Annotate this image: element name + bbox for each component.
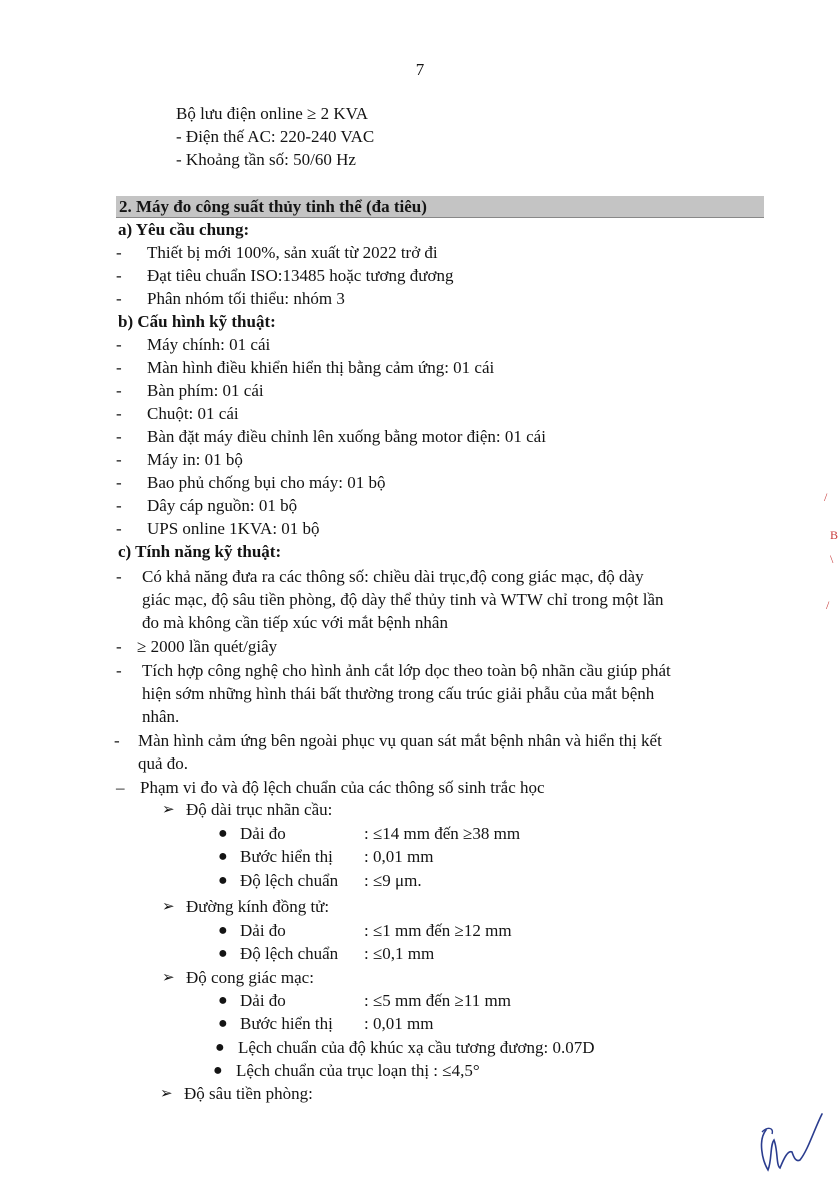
dash: - [116,473,122,492]
dash: - [116,450,122,469]
list-item: Bàn phím: 01 cái [147,381,264,400]
paragraph-line: quả đo. [138,754,189,773]
heading-a: a) Yêu cầu chung: [118,220,250,239]
list-item: Chuột: 01 cái [147,404,239,423]
stamp-mark-icon: \ [830,552,834,566]
stamp-mark-icon: / [826,598,830,612]
paragraph-line: Có khả năng đưa ra các thông số: chiều dài trục,độ cong giác mạc, độ dày [142,567,644,586]
section-title: 2. Máy đo công suất thủy tinh thể (đa tiêu) [116,196,764,218]
dash: - [116,381,122,400]
paragraph-line: ≥ 2000 lần quét/giây [137,637,278,656]
group-title: Độ cong giác mạc: [186,968,314,987]
row-label: Bước hiển thị [240,1014,333,1033]
bullet-icon: ● [218,872,228,889]
intro-line: - Khoảng tần số: 50/60 Hz [176,150,356,169]
row-value: : ≤14 mm đến ≥38 mm [364,824,521,843]
dash: - [116,637,122,656]
arrow-bullet-icon: ➢ [160,1086,173,1102]
row-value: : ≤5 mm đến ≥11 mm [364,991,511,1010]
dash: - [116,496,122,515]
list-item: Bàn đặt máy điều chỉnh lên xuống bằng motor điện: 01 cái [147,427,546,446]
list-item: UPS online 1KVA: 01 bộ [147,519,320,538]
row-label: Dải đo [240,921,286,940]
bullet-icon: ● [218,848,228,865]
row-value: : ≤1 mm đến ≥12 mm [364,921,512,940]
arrow-bullet-icon: ➢ [162,970,175,986]
group-title: Độ sâu tiền phòng: [184,1084,313,1103]
list-item: Dây cáp nguồn: 01 bộ [147,496,298,515]
dash: - [116,519,122,538]
dash: - [116,266,122,285]
group-title: Độ dài trục nhãn cầu: [186,800,333,819]
paragraph-line: đo mà không cần tiếp xúc với mắt bệnh nhân [142,613,448,632]
dash: - [116,335,122,354]
dash: - [116,661,122,680]
intro-line: Bộ lưu điện online ≥ 2 KVA [176,104,369,123]
dash: - [114,731,120,750]
bullet-icon: ● [213,1062,223,1079]
group-title: Đường kính đồng tử: [186,897,330,916]
list-item: Thiết bị mới 100%, sản xuất từ 2022 trở đi [147,243,438,262]
row-label: Bước hiển thị [240,847,333,866]
paragraph-line: Màn hình cảm ứng bên ngoài phục vụ quan sát mắt bệnh nhân và hiển thị kết [138,731,662,750]
list-item: Bao phủ chống bụi cho máy: 01 bộ [147,473,386,492]
row-label: Lệch chuẩn của độ khúc xạ cầu tương đương: 0.07D [238,1038,595,1057]
dash: – [116,778,125,797]
heading-c: c) Tính năng kỹ thuật: [118,542,282,561]
signature-icon [748,1100,828,1180]
intro-line: - Điện thế AC: 220-240 VAC [176,127,375,146]
list-item: Màn hình điều khiển hiển thị bằng cảm ứng: 01 cái [147,358,495,377]
heading-b: b) Cấu hình kỹ thuật: [118,312,276,331]
arrow-bullet-icon: ➢ [162,899,175,915]
bullet-icon: ● [218,1015,228,1032]
bullet-icon: ● [218,825,228,842]
row-label: Độ lệch chuẩn [240,944,339,963]
paragraph-line: Tích hợp công nghệ cho hình ảnh cắt lớp dọc theo toàn bộ nhãn cầu giúp phát [142,661,671,680]
dash: - [116,289,122,308]
dash: - [116,427,122,446]
row-label: Độ lệch chuẩn [240,871,339,890]
bullet-icon: ● [218,922,228,939]
row-label: Dải đo [240,991,286,1010]
row-value: : ≤9 μm. [364,871,422,890]
row-value: : ≤0,1 mm [364,944,435,963]
dash: - [116,567,122,586]
bullet-icon: ● [218,945,228,962]
bullet-icon: ● [218,992,228,1009]
list-item: Đạt tiêu chuẩn ISO:13485 hoặc tương đương [147,266,454,285]
bullet-icon: ● [215,1039,225,1056]
paragraph-line: giác mạc, độ sâu tiền phòng, độ dày thể thủy tinh và WTW chỉ trong một lần [142,590,664,609]
stamp-mark-icon: B [830,528,839,542]
row-label: Lệch chuẩn của trục loạn thị : ≤4,5° [236,1061,480,1080]
page-number: 7 [415,60,425,79]
dash: - [116,243,122,262]
arrow-bullet-icon: ➢ [162,802,175,818]
row-value: : 0,01 mm [364,1014,434,1033]
row-value: : 0,01 mm [364,847,434,866]
list-item: Máy in: 01 bộ [147,450,243,469]
dash: - [116,404,122,423]
row-label: Dải đo [240,824,286,843]
paragraph-line: Phạm vi đo và độ lệch chuẩn của các thông số sinh trắc học [140,778,545,797]
stamp-mark-icon: / [824,490,828,504]
dash: - [116,358,122,377]
list-item: Máy chính: 01 cái [147,335,271,354]
paragraph-line: hiện sớm những hình thái bất thường trong cấu trúc giải phẫu của mắt bệnh [142,684,655,703]
paragraph-line: nhân. [142,707,180,726]
list-item: Phân nhóm tối thiểu: nhóm 3 [147,289,345,308]
